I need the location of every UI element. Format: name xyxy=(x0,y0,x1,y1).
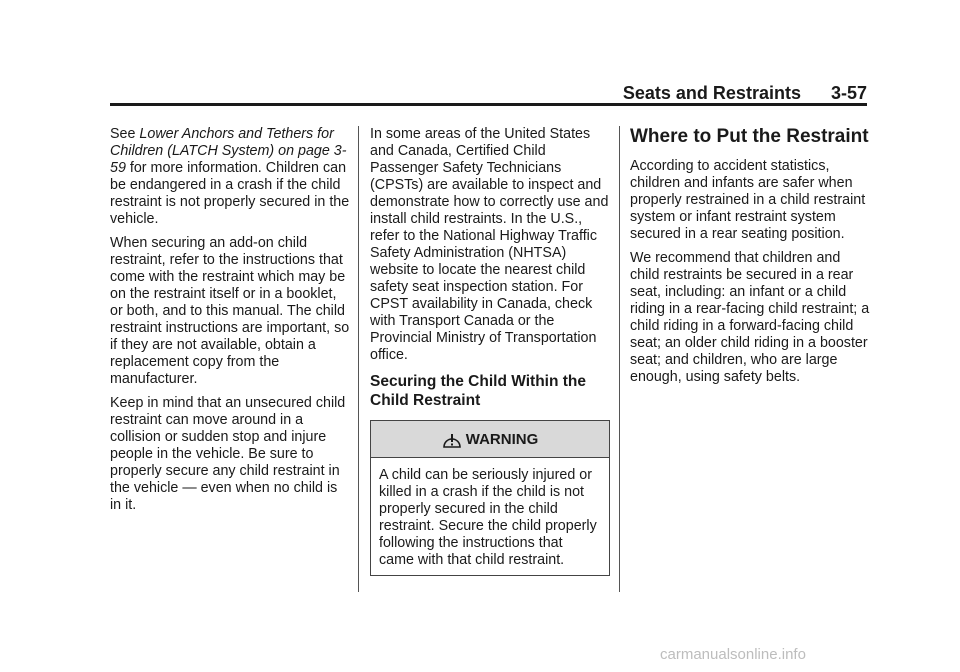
paragraph: Keep in mind that an unsecured child restraint can move around in a collision or sudden stop and injure people in the vehicle. Be sure to properly secure any child restraint in the vehicle — even when no child is in it. xyxy=(110,395,346,513)
paragraph: We recommend that children and child restraints be secured in a rear seat, including: an infant or a child riding in a rear-facing child restraint; a child riding in a forward-facing child seat; an older child riding in a booster seat; and children, who are large enough, using safety belts. xyxy=(630,250,870,385)
warning-title: WARNING xyxy=(465,430,539,448)
column-divider xyxy=(619,126,620,592)
column-1 xyxy=(110,126,350,521)
section-heading: Securing the Child Within the Child Restraint xyxy=(370,373,586,409)
column-3 xyxy=(630,126,870,393)
warning-box xyxy=(370,420,610,576)
warning-icon xyxy=(442,429,462,449)
section-heading: Where to Put the Restraint xyxy=(630,126,869,147)
header-rule xyxy=(110,103,867,106)
column-divider xyxy=(358,126,359,592)
page-header xyxy=(110,82,867,104)
warning-header xyxy=(371,421,609,458)
paragraph: See Lower Anchors and Tethers for Children (LATCH System) on page 3-59 for more information. Children can be endangered in a crash if the child restraint is not properly secured in the vehicle. xyxy=(110,126,350,227)
page-number: 3-57 xyxy=(830,83,867,103)
paragraph: When securing an add-on child restraint, refer to the instructions that come with the restraint which may be on the restraint itself or in a booklet, or both, and to this manual. The child restraint instructions are important, so if they are not available, obtain a replacement copy from the manufacturer. xyxy=(110,235,350,387)
column-2 xyxy=(370,126,610,576)
cross-reference-link[interactable]: Lower Anchors and Tethers for Children (LATCH System) on page 3-59 xyxy=(110,126,347,176)
paragraph: In some areas of the United States and Canada, Certified Child Passenger Safety Technicians (CPSTs) are available to inspect and demonstrate how to correctly use and install child restraints. In the U.S., refer to the National Highway Traffic Safety Administration (NHTSA) website to locate the nearest child safety seat inspection station. For CPST availability in Canada, check with Transport Canada or the Provincial Ministry of Transportation office. xyxy=(370,126,609,363)
warning-text: A child can be seriously injured or killed in a crash if the child is not properly secured in the child restraint. Secure the child properly following the instructions that came with that child restraint. xyxy=(379,467,597,568)
watermark: carmanualsonline.info xyxy=(660,646,806,663)
section-title: Seats and Restraints xyxy=(622,83,801,103)
paragraph: According to accident statistics, children and infants are safer when properly restrained in a child restraint system or infant restraint system secured in a rear seating position. xyxy=(630,158,866,242)
